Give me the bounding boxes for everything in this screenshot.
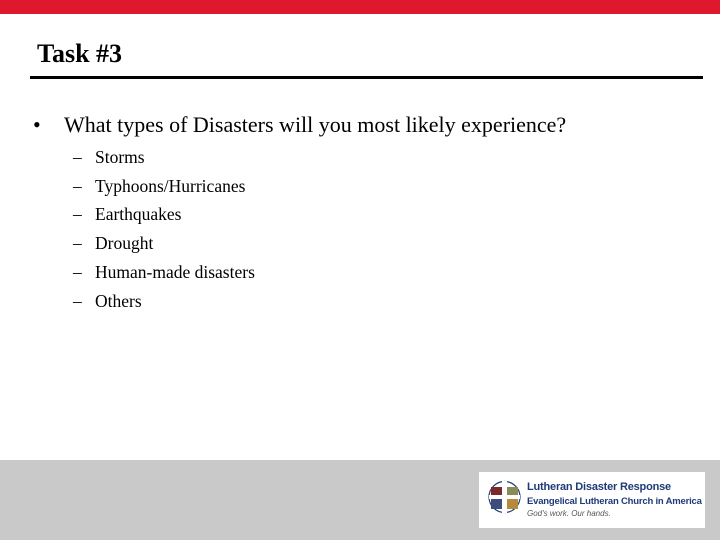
logo-church-name: Evangelical Lutheran Church in America [527,496,702,507]
sub-bullet-list [73,143,255,315]
bullet-marker: • [33,112,41,137]
sub-bullet-text: Drought [95,233,154,254]
organization-logo [479,472,705,528]
sub-bullet-text: Storms [95,147,145,167]
logo-tagline: God's work. Our hands. [527,509,611,518]
sub-bullet-item [73,287,255,316]
title-divider [30,76,703,79]
sub-bullet-item [73,172,255,201]
cross-mosaic-icon [488,479,521,515]
sub-bullet-item [73,200,255,229]
dash-marker: – [73,233,82,254]
sub-bullet-item [73,258,255,287]
sub-bullet-text: Earthquakes [95,204,182,225]
slide-title: Task #3 [37,39,123,68]
top-accent-bar [0,0,720,14]
sub-bullet-text: Typhoons/Hurricanes [95,175,246,196]
main-bullet [33,111,566,139]
main-bullet-text: What types of Disasters will you most likely experience? [64,112,567,137]
sub-bullet-item [73,143,255,172]
sub-bullet-text: Others [95,290,142,311]
dash-marker: – [73,290,82,311]
dash-marker: – [73,175,82,196]
logo-org-name: Lutheran Disaster Response [527,481,671,493]
dash-marker: – [73,147,82,167]
dash-marker: – [73,261,82,282]
sub-bullet-text: Human-made disasters [95,261,255,282]
sub-bullet-item [73,229,255,258]
dash-marker: – [73,204,82,225]
